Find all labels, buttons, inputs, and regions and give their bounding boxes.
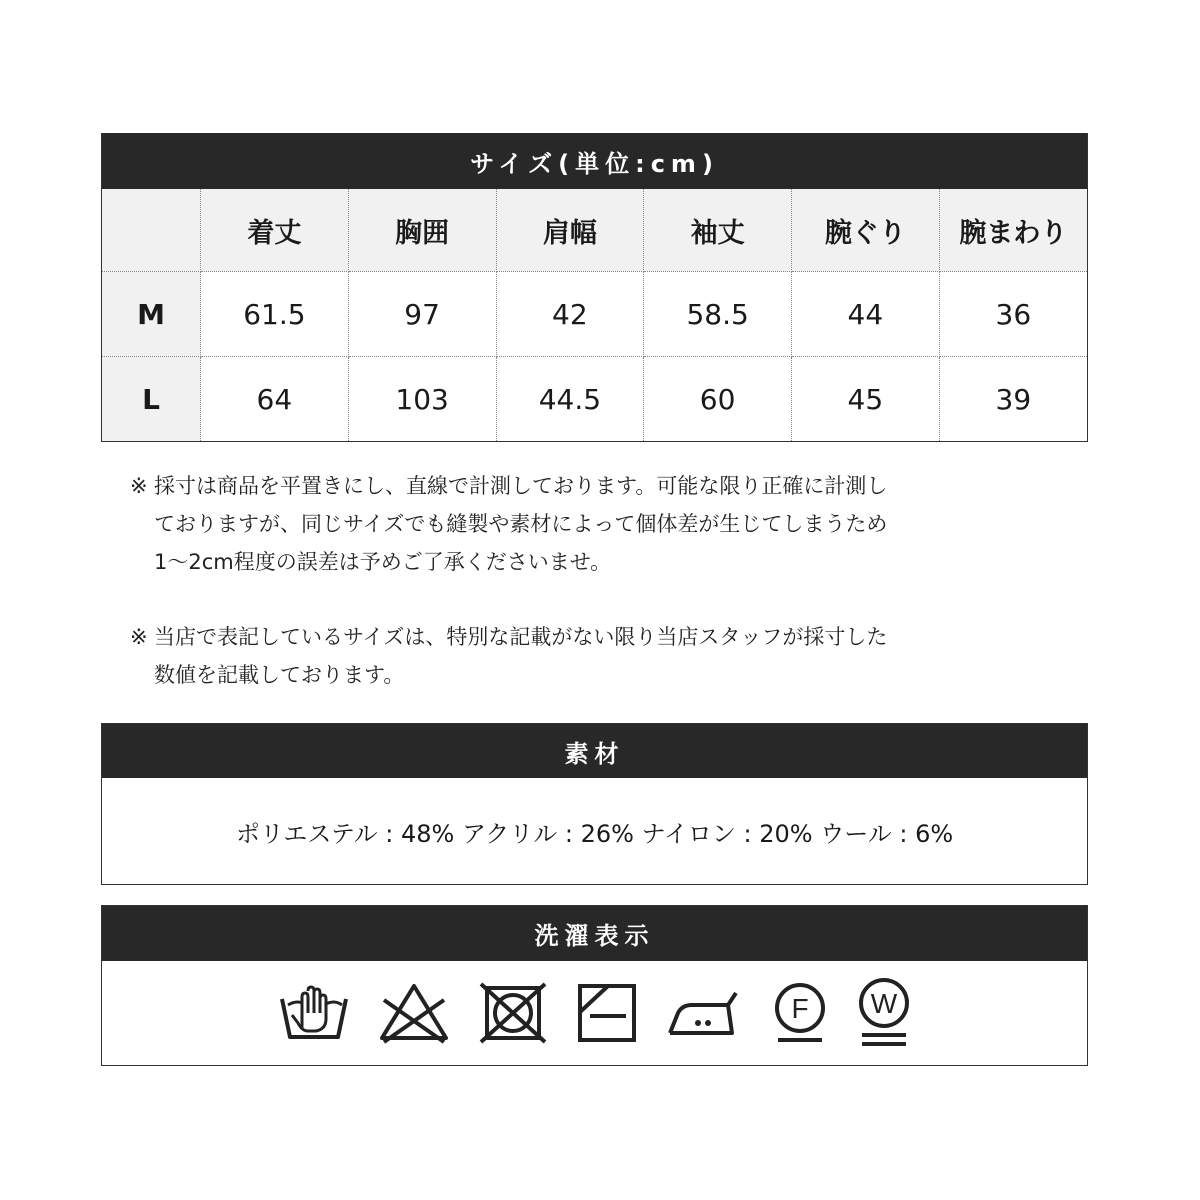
column-header: 胸囲 <box>348 189 496 272</box>
hand-wash-icon <box>278 983 350 1043</box>
column-header: 着丈 <box>201 189 349 272</box>
size-label: M <box>102 272 201 357</box>
table-row <box>102 357 1087 442</box>
size-source-note <box>130 618 1030 694</box>
size-table-header-row <box>102 189 1087 272</box>
line-dry-flat-shade-icon <box>576 982 638 1044</box>
size-label: L <box>102 357 201 442</box>
table-row <box>102 272 1087 357</box>
table-cell: 60 <box>644 357 792 442</box>
size-table-corner <box>102 189 201 272</box>
table-cell: 42 <box>496 272 644 357</box>
iron-low-temp-icon <box>666 987 744 1039</box>
column-header: 肩幅 <box>496 189 644 272</box>
dry-clean-letter: F <box>790 993 809 1024</box>
note-line: 1〜2cm程度の誤差は予めご了承くださいませ。 <box>154 550 612 574</box>
table-cell: 61.5 <box>201 272 349 357</box>
wet-clean-letter: W <box>870 988 897 1019</box>
wet-clean-w-icon <box>856 977 912 1049</box>
table-cell: 103 <box>348 357 496 442</box>
column-header: 袖丈 <box>644 189 792 272</box>
table-cell: 39 <box>995 382 1032 416</box>
table-cell: 58.5 <box>644 272 792 357</box>
note-line: ておりますが、同じサイズでも縫製や素材によって個体差が生じてしまうため <box>154 512 888 536</box>
note-mark: ※ <box>130 625 148 649</box>
care-panel <box>101 905 1088 1066</box>
table-cell: 97 <box>348 272 496 357</box>
table-cell: 64 <box>201 357 349 442</box>
care-icons <box>102 961 1087 1065</box>
no-tumble-dry-icon <box>478 982 548 1044</box>
size-table <box>102 189 1087 441</box>
table-cell: 44 <box>792 272 940 357</box>
measurement-note <box>130 467 1030 581</box>
size-table-title: サイズ(単位:cm) <box>102 133 1087 189</box>
care-title: 洗濯表示 <box>102 906 1087 961</box>
note-mark: ※ <box>130 474 148 498</box>
column-header: 腕まわり <box>939 189 1087 272</box>
material-panel <box>101 723 1088 885</box>
material-composition: ポリエステル : 48% アクリル : 26% ナイロン : 20% ウール : 6% <box>235 819 954 848</box>
column-header: 腕ぐり <box>792 189 940 272</box>
material-title: 素材 <box>102 724 1087 778</box>
no-bleach-icon <box>378 982 450 1044</box>
note-line: 当店で表記しているサイズは、特別な記載がない限り当店スタッフが採寸した <box>154 625 888 649</box>
note-line: 採寸は商品を平置きにし、直線で計測しております。可能な限り正確に計測し <box>154 474 888 498</box>
note-line: 数値を記載しております。 <box>154 663 405 687</box>
table-cell: 36 <box>939 272 1087 357</box>
size-table-panel <box>101 133 1088 442</box>
table-cell: 45 <box>792 357 940 442</box>
dry-clean-f-icon <box>772 980 828 1046</box>
table-cell: 44.5 <box>496 357 644 442</box>
